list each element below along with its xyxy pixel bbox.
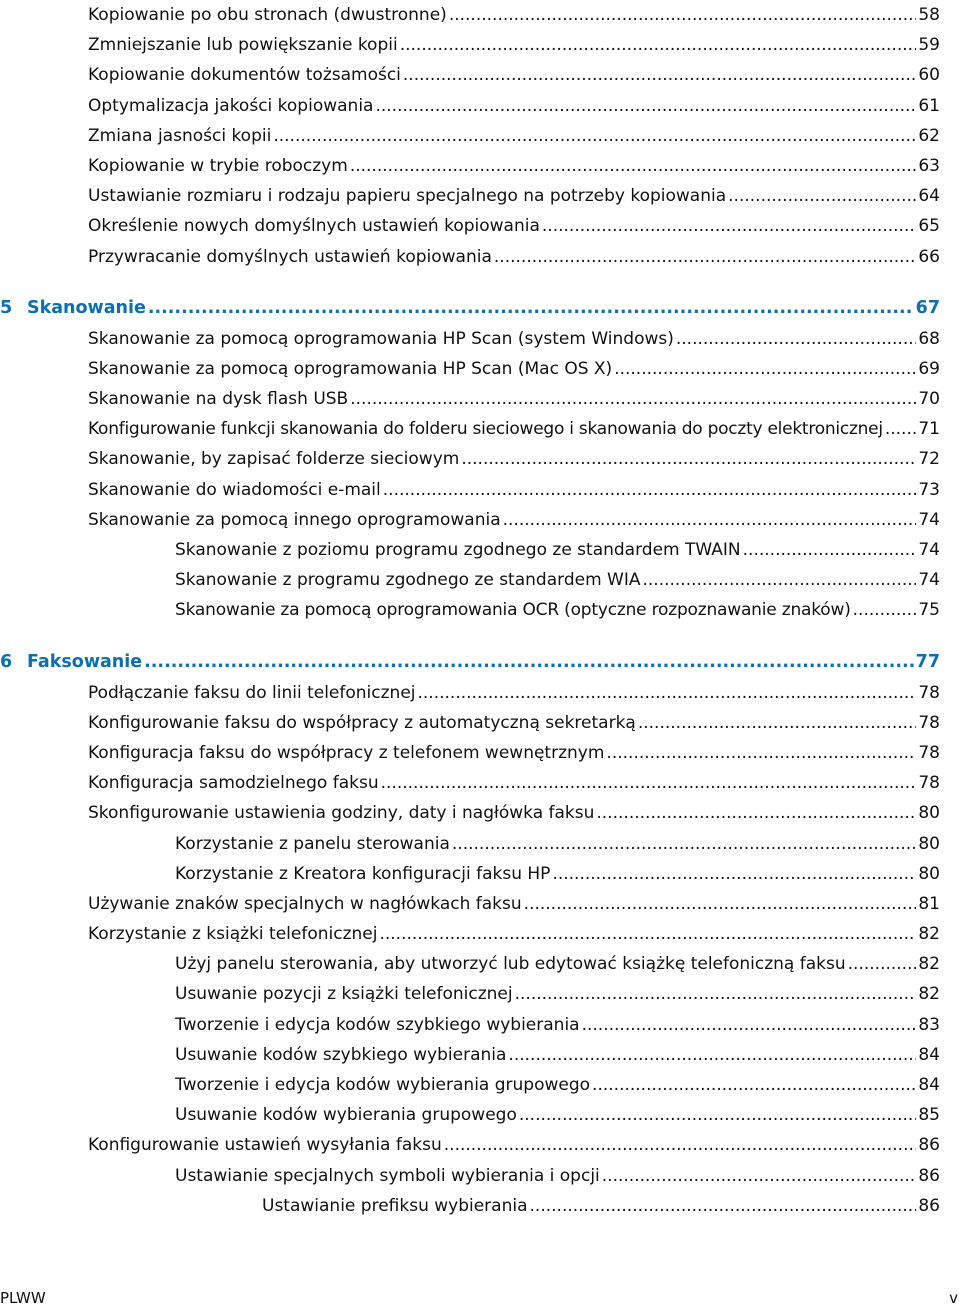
toc-entry-title: Skanowanie z poziomu programu zgodnego ze standardem TWAIN <box>175 540 741 560</box>
toc-entry-title: Zmiana jasności kopii <box>88 125 272 146</box>
toc-leader-dots <box>596 798 916 828</box>
toc-entry[interactable] <box>0 1130 940 1160</box>
toc-leader-dots <box>582 1010 916 1040</box>
toc-entry[interactable] <box>0 324 940 354</box>
toc-leader-dots <box>381 768 916 798</box>
toc-leader-dots <box>350 151 916 181</box>
chapter-page: 67 <box>915 297 940 318</box>
toc-subentry[interactable] <box>0 979 940 1009</box>
toc-leader-dots <box>461 444 916 474</box>
toc-entry-title: Używanie znaków specjalnych w nagłówkach faksu <box>88 893 522 914</box>
toc-entry[interactable] <box>0 444 940 474</box>
toc-subentry[interactable] <box>0 1161 940 1191</box>
toc-subentry[interactable] <box>0 1010 940 1040</box>
toc-entry-title: Optymalizacja jakości kopiowania <box>88 95 374 116</box>
toc-entry-title: Tworzenie i edycja kodów wybierania grupowego <box>175 1075 591 1095</box>
toc-leader-dots <box>542 211 916 241</box>
toc-entry-page: 80 <box>918 803 940 824</box>
toc-entry-title: Skanowanie do wiadomości e-mail <box>88 479 381 500</box>
toc-entry-page: 63 <box>918 155 940 176</box>
toc-entry-title: Korzystanie z panelu sterowania <box>175 833 450 854</box>
toc-entry-page: 74 <box>918 540 940 560</box>
toc-entry-title: Skonfigurowanie ustawienia godziny, daty i nagłówka faksu <box>88 803 595 824</box>
toc-entry-page: 65 <box>918 216 940 237</box>
toc-leader-dots <box>524 889 916 919</box>
toc-entry[interactable] <box>0 414 940 444</box>
toc-entry[interactable] <box>0 708 940 738</box>
toc-leader-dots <box>592 1070 916 1100</box>
toc-entry-title: Skanowanie, by zapisać folderze sieciowym <box>88 449 460 470</box>
toc-entry-page: 86 <box>918 1165 940 1186</box>
chapter-heading-6[interactable] <box>0 646 940 678</box>
toc-entry-title: Skanowanie za pomocą oprogramowania HP Scan (Mac OS X) <box>88 358 613 379</box>
toc-entry-page: 82 <box>918 924 940 945</box>
toc-entry-title: Skanowanie za pomocą innego oprogramowania <box>88 509 501 530</box>
toc-entry-title: Konfiguracja samodzielnego faksu <box>88 773 379 794</box>
chapter-heading-5[interactable] <box>0 292 940 324</box>
chapter-title: Faksowanie <box>27 651 143 672</box>
toc-entry[interactable] <box>0 211 940 241</box>
toc-entry-page: 74 <box>918 570 940 591</box>
toc-entry-page: 82 <box>918 954 940 975</box>
toc-leader-dots <box>642 565 916 595</box>
toc-entry-title: Skanowanie na dysk flash USB <box>88 389 349 410</box>
toc-entry[interactable] <box>0 60 940 90</box>
toc-entry-title: Konfigurowanie funkcji skanowania do folderu sieciowego i skanowania do poczty elektronicznej <box>88 419 883 440</box>
toc-entry-page: 59 <box>918 35 940 56</box>
toc-entry-page: 64 <box>918 186 940 207</box>
toc-entry[interactable] <box>0 121 940 151</box>
toc-entry-title: Zmniejszanie lub powiększanie kopii <box>88 35 398 56</box>
toc-entry-page: 83 <box>918 1014 940 1035</box>
toc-leader-dots <box>676 324 916 354</box>
toc-leader-dots <box>508 1040 916 1070</box>
toc-entry[interactable] <box>0 30 940 60</box>
toc-leader-dots <box>375 91 916 121</box>
toc-top-section <box>0 0 940 272</box>
toc-leader-dots <box>519 1100 916 1130</box>
toc-entry-page: 73 <box>918 479 940 500</box>
toc-leader-dots <box>530 1191 916 1221</box>
toc-entry-page: 66 <box>918 246 940 267</box>
toc-entry-title: Użyj panelu sterowania, aby utworzyć lub edytować książkę telefoniczną faksu <box>175 954 846 975</box>
toc-leader-dots <box>383 475 916 505</box>
toc-entry-page: 74 <box>918 509 940 530</box>
toc-entry-title: Kopiowanie po obu stronach (dwustronne) <box>88 5 447 25</box>
toc-entry[interactable] <box>0 798 940 828</box>
toc-leader-dots <box>515 979 916 1009</box>
toc-leader-dots <box>144 646 914 678</box>
toc-subentry[interactable] <box>0 1070 940 1100</box>
page-footer <box>0 1288 960 1308</box>
toc-entry-title: Usuwanie pozycji z książki telefonicznej <box>175 984 513 1005</box>
toc-leader-dots <box>148 292 914 324</box>
toc-entry-page: 61 <box>918 95 940 116</box>
toc-entry-page: 78 <box>918 742 940 763</box>
toc-entry[interactable] <box>0 151 940 181</box>
toc-entry-title: Ustawianie specjalnych symboli wybierania i opcji <box>175 1165 600 1186</box>
chapter-5-section <box>0 292 940 626</box>
toc-entry-title: Przywracanie domyślnych ustawień kopiowania <box>88 246 492 267</box>
toc-leader-dots <box>379 919 916 949</box>
toc-entry-page: 81 <box>918 893 940 914</box>
toc-leader-dots <box>743 535 916 565</box>
toc-leader-dots <box>602 1161 916 1191</box>
toc-leader-dots <box>418 678 917 708</box>
toc-leader-dots <box>853 595 916 625</box>
toc-entry-title: Konfiguracja faksu do współpracy z telefonem wewnętrznym <box>88 742 605 763</box>
toc-entry-page: 80 <box>918 863 940 884</box>
toc-entry[interactable] <box>0 242 940 272</box>
toc-leader-dots <box>503 505 916 535</box>
toc-leader-dots <box>444 1130 916 1160</box>
toc-entry[interactable] <box>0 678 940 708</box>
toc-entry-title: Tworzenie i edycja kodów szybkiego wybierania <box>175 1014 580 1035</box>
toc-leader-dots <box>449 0 916 30</box>
toc-entry[interactable] <box>0 384 940 414</box>
toc-entry-page: 68 <box>918 328 940 349</box>
toc-subentry[interactable] <box>0 829 940 859</box>
toc-entry-page: 69 <box>918 358 940 379</box>
toc-entry-title: Korzystanie z książki telefonicznej <box>88 924 378 945</box>
toc-entry-page: 84 <box>918 1044 940 1065</box>
toc-entry-page: 86 <box>918 1195 940 1216</box>
toc-entry[interactable] <box>0 889 940 919</box>
toc-entry-title: Kopiowanie dokumentów tożsamości <box>88 65 401 86</box>
toc-leader-dots <box>400 30 916 60</box>
chapter-title: Skanowanie <box>27 297 146 318</box>
toc-subentry[interactable] <box>0 535 940 565</box>
toc-entry-title: Określenie nowych domyślnych ustawień kopiowania <box>88 216 540 237</box>
chapter-page: 77 <box>915 651 940 672</box>
toc-entry-page: 80 <box>918 833 940 854</box>
chapter-number: 5 <box>0 297 13 318</box>
chapter-number: 6 <box>0 651 13 672</box>
toc-entry-title: Skanowanie za pomocą oprogramowania HP Scan (system Windows) <box>88 328 674 349</box>
toc-entry-page: 60 <box>918 65 940 86</box>
toc-entry[interactable] <box>0 0 940 30</box>
toc-entry-title: Ustawianie prefiksu wybierania <box>262 1195 528 1216</box>
toc-leader-dots <box>614 354 916 384</box>
toc-leader-dots <box>848 949 916 979</box>
toc-entry-title: Usuwanie kodów wybierania grupowego <box>175 1105 517 1126</box>
toc-entry[interactable] <box>0 181 940 211</box>
toc-leader-dots <box>606 738 916 768</box>
toc-leader-dots <box>452 829 916 859</box>
toc-entry-page: 75 <box>918 600 940 621</box>
toc-entry-title: Usuwanie kodów szybkiego wybierania <box>175 1044 507 1065</box>
toc-entry-title: Podłączanie faksu do linii telefonicznej <box>88 682 416 703</box>
footer-page-number: v <box>949 1289 958 1307</box>
toc-entry-page: 71 <box>918 419 940 440</box>
toc-entry[interactable] <box>0 768 940 798</box>
toc-leader-dots <box>552 859 916 889</box>
toc-entry-page: 78 <box>918 682 940 703</box>
toc-entry-page: 78 <box>918 773 940 794</box>
toc-leader-dots <box>885 414 916 444</box>
toc-entry[interactable] <box>0 354 940 384</box>
toc-leader-dots <box>350 384 916 414</box>
toc-leader-dots <box>728 181 916 211</box>
toc-entry-title: Konfigurowanie ustawień wysyłania faksu <box>88 1135 442 1156</box>
toc-subentry[interactable] <box>0 1040 940 1070</box>
toc-entry-title: Konfigurowanie faksu do współpracy z automatyczną sekretarką <box>88 712 636 733</box>
toc-entry-page: 82 <box>918 984 940 1005</box>
toc-subentry[interactable] <box>0 949 940 979</box>
toc-subentry[interactable] <box>0 565 940 595</box>
toc-entry-title: Skanowanie z programu zgodnego ze standardem WIA <box>175 570 641 591</box>
toc-entry-page: 84 <box>918 1075 940 1095</box>
toc-entry-page: 58 <box>918 5 940 25</box>
toc-entry-page: 72 <box>918 449 940 470</box>
toc-entry[interactable] <box>0 91 940 121</box>
toc-subentry[interactable] <box>0 1100 940 1130</box>
toc-leader-dots <box>273 121 916 151</box>
toc-subsubentry[interactable] <box>0 1191 940 1221</box>
toc-leader-dots <box>403 60 916 90</box>
toc-subentry[interactable] <box>0 859 940 889</box>
toc-entry-title: Kopiowanie w trybie roboczym <box>88 155 348 176</box>
toc-entry-page: 78 <box>918 712 940 733</box>
toc-entry[interactable] <box>0 475 940 505</box>
toc-entry[interactable] <box>0 505 940 535</box>
toc-entry-page: 62 <box>918 125 940 146</box>
toc-entry-title: Skanowanie za pomocą oprogramowania OCR (optyczne rozpoznawanie znaków) <box>175 600 851 621</box>
chapter-6-section <box>0 646 940 1221</box>
toc-entry[interactable] <box>0 738 940 768</box>
toc-entry-page: 85 <box>918 1105 940 1126</box>
toc-leader-dots <box>638 708 916 738</box>
toc-entry-title: Ustawianie rozmiaru i rodzaju papieru specjalnego na potrzeby kopiowania <box>88 186 727 207</box>
toc-entry[interactable] <box>0 919 940 949</box>
toc-leader-dots <box>494 242 916 272</box>
footer-language-code: PLWW <box>0 1289 46 1307</box>
toc-entry-title: Korzystanie z Kreatora konfiguracji faksu HP <box>175 863 551 884</box>
toc-subentry[interactable] <box>0 595 940 625</box>
toc-entry-page: 86 <box>918 1135 940 1156</box>
toc-entry-page: 70 <box>918 389 940 410</box>
